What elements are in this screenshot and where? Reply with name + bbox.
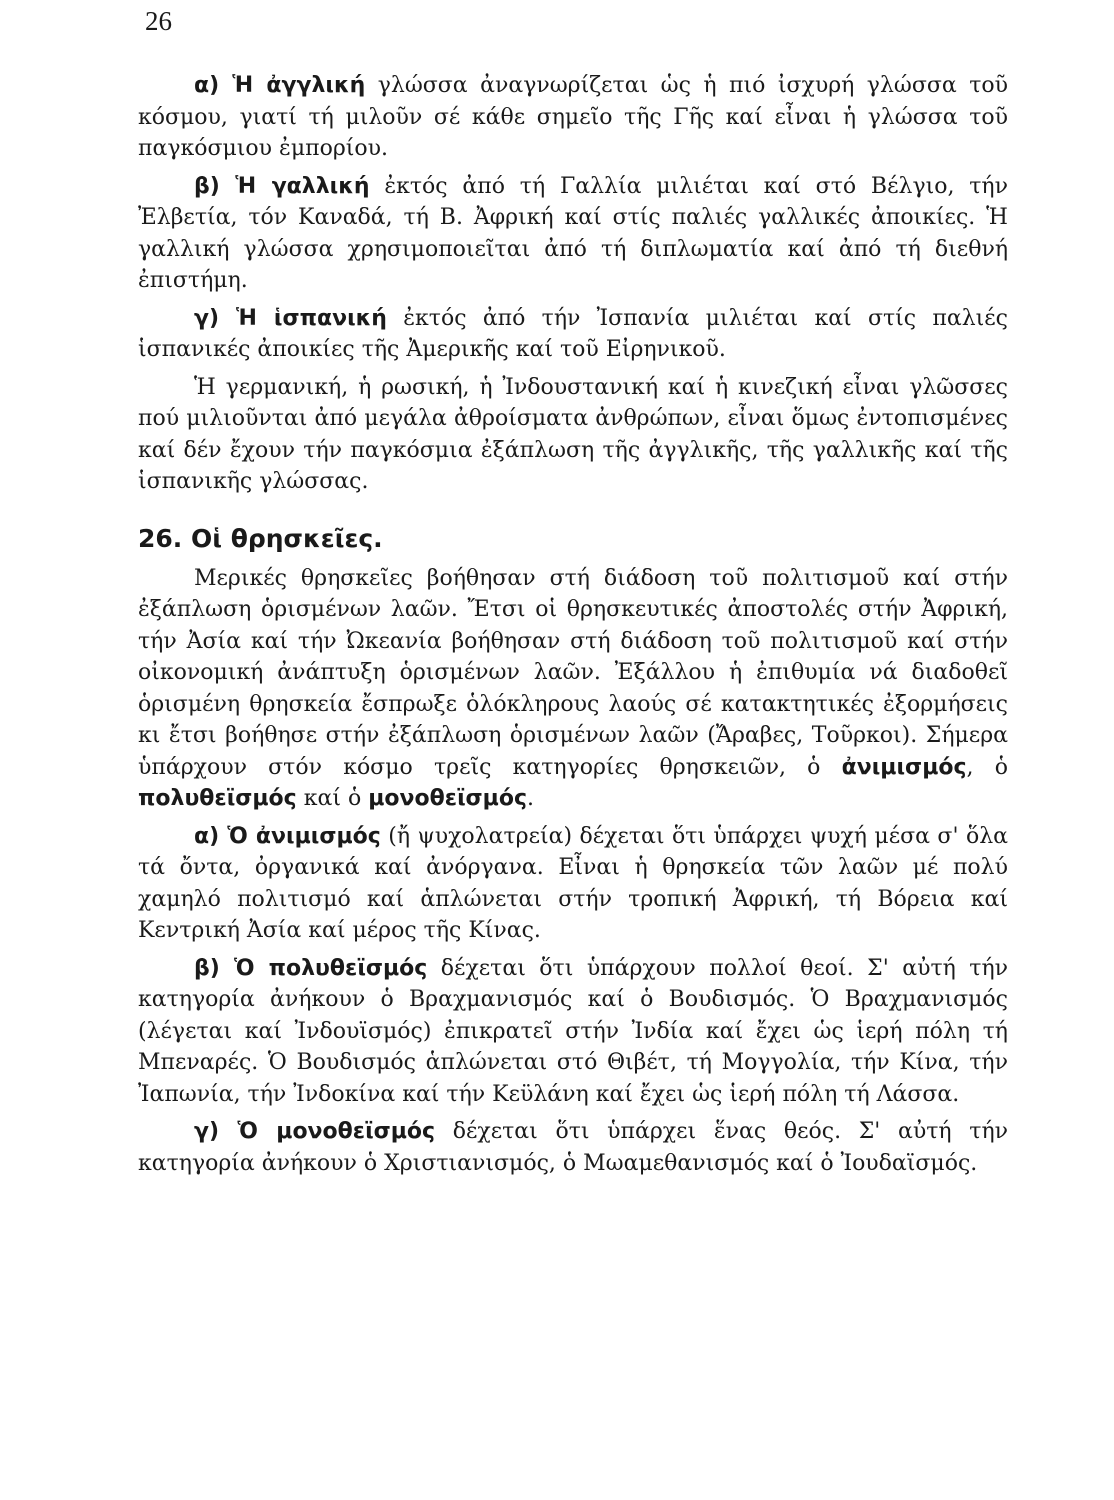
paragraph-religions-intro: [138, 563, 1008, 815]
paragraph-monotheism: [138, 1116, 1008, 1179]
paragraph-text: ἐκτός ἀπό τήν Ἰσπανία μιλιέται καί στίς παλιές ἱσπανικές ἀποικίες τῆς Ἀμερικῆς καί τοῦ Εἰρηνικοῦ.: [138, 305, 1008, 362]
term-animism: ἀνιμισμός: [841, 754, 967, 780]
paragraph-text: δέχεται ὅτι ὑπάρχει ἕνας θεός. Σ' αὐτή τήν κατηγορία ἀνήκουν ὁ Χριστιανισμός, ὁ Μωαμεθανισμός καί ὁ Ἰουδαϊσμός.: [138, 1119, 1008, 1176]
paragraph-text: γλώσσα ἀναγνωρίζεται ὡς ἡ πιό ἰσχυρή γλώσσα τοῦ κόσμου, γιατί τή μιλοῦν σέ κάθε σημεῖο τῆς Γῆς καί εἶναι ἡ γλώσσα τοῦ παγκόσμιου ἐμπορίου.: [138, 73, 1008, 161]
term-label: α) Ὁ ἀνιμισμός: [194, 823, 381, 849]
term-label: β) Ὁ πολυθεϊσμός: [194, 955, 428, 981]
paragraph-spanish: [138, 303, 1008, 366]
paragraph-text: ἐκτός ἀπό τή Γαλλία μιλιέται καί στό Βέλγιο, τήν Ἐλβετία, τόν Καναδά, τή Β. Ἀφρική καί στίς παλιές γαλλικές ἀποικίες. Ἡ γαλλική γλώσσα χρησιμοποιεῖται ἀπό τή διπλωματία καί ἀπό τή διεθνή ἐπιστήμη.: [138, 173, 1008, 293]
paragraph-text: (ἤ ψυχολατρεία) δέχεται ὅτι ὑπάρχει ψυχή μέσα σ' ὅλα τά ὄντα, ὀργανικά καί ἀνόργανα. Εἶναι ἡ θρησκεία τῶν λαῶν μέ πολύ χαμηλό πολιτισμό καί ἁπλώνεται στήν τροπική Ἀφρική, τή Βόρεια καί Κεντρική Ἀσία καί μέρος τῆς Κίνας.: [138, 823, 1008, 943]
paragraph-animism: [138, 821, 1008, 947]
term-label: α) Ἡ ἀγγλική: [194, 73, 366, 98]
period: .: [527, 786, 534, 811]
term-polytheism: πολυθεϊσμός: [138, 786, 297, 811]
separator: , ὁ: [966, 754, 1009, 780]
section-heading: 26. Οἱ θρησκεῖες.: [138, 523, 383, 553]
page-number: 26: [145, 6, 172, 36]
term-label: β) Ἡ γαλλική: [194, 173, 370, 199]
paragraph-french: [138, 171, 1008, 297]
paragraph-text: Μερικές θρησκεῖες βοήθησαν στή διάδοση τοῦ πολιτισμοῦ καί στήν ἐξάπλωση ὁρισμένων λαῶν. Ἔτσι οἱ θρησκευτικές ἀποστολές στήν Ἀφρική, τήν Ἀσία καί τήν Ὠκεανία βοήθησαν στή διάδοση τοῦ πολιτισμοῦ καί στήν οἰκονομική ἀνάπτυξη ὁρισμένων λαῶν. Ἐξάλλου ἡ ἐπιθυμία νά διαδοθεῖ ὁρισμένη θρησκεία ἔσπρωξε ὁλόκληρους λαούς σέ κατακτητικές ἐξορμήσεις κι ἔτσι βοήθησε στήν ἐξάπλωση ὁρισμένων λαῶν (Ἄραβες, Τοῦρκοι). Σήμερα ὑπάρχουν στόν κόσμο τρεῖς κατηγορίες θρησκειῶν, ὁ: [138, 565, 1008, 780]
term-label: γ) Ὁ μονοθεϊσμός: [194, 1119, 436, 1144]
term-label: γ) Ἡ ἱσπανική: [194, 305, 387, 331]
term-monotheism: μονοθεϊσμός: [368, 786, 527, 811]
separator: καί ὁ: [296, 786, 369, 811]
paragraph-polytheism: [138, 953, 1008, 1111]
page-body: [138, 70, 1008, 1185]
paragraph-english: [138, 70, 1008, 165]
paragraph-other-languages: Ἡ γερμανική, ἡ ρωσική, ἡ Ἰνδουστανική καί ἡ κινεζική εἶναι γλῶσσες πού μιλιοῦνται ἀπό μεγάλα ἀθροίσματα ἀνθρώπων, εἶναι ὅμως ἐντοπισμένες καί δέν ἔχουν τήν παγκόσμια ἐξάπλωση τῆς ἀγγλικῆς, τῆς γαλλικῆς καί τῆς ἱσπανικῆς γλώσσας.: [138, 374, 1008, 494]
paragraph-text: δέχεται ὅτι ὑπάρχουν πολλοί θεοί. Σ' αὐτή τήν κατηγορία ἀνήκουν ὁ Βραχμανισμός καί ὁ Βουδισμός. Ὁ Βραχμανισμός (λέγεται καί Ἰνδουϊσμός) ἐπικρατεῖ στήν Ἰνδία καί ἔχει ὡς ἱερή πόλη τή Μπεναρές. Ὁ Βουδισμός ἁπλώνεται στό Θιβέτ, τή Μογγολία, τήν Κίνα, τήν Ἰαπωνία, τήν Ἰνδοκίνα καί τήν Κεϋλάνη καί ἔχει ὡς ἱερή πόλη τή Λάσσα.: [138, 955, 1009, 1107]
